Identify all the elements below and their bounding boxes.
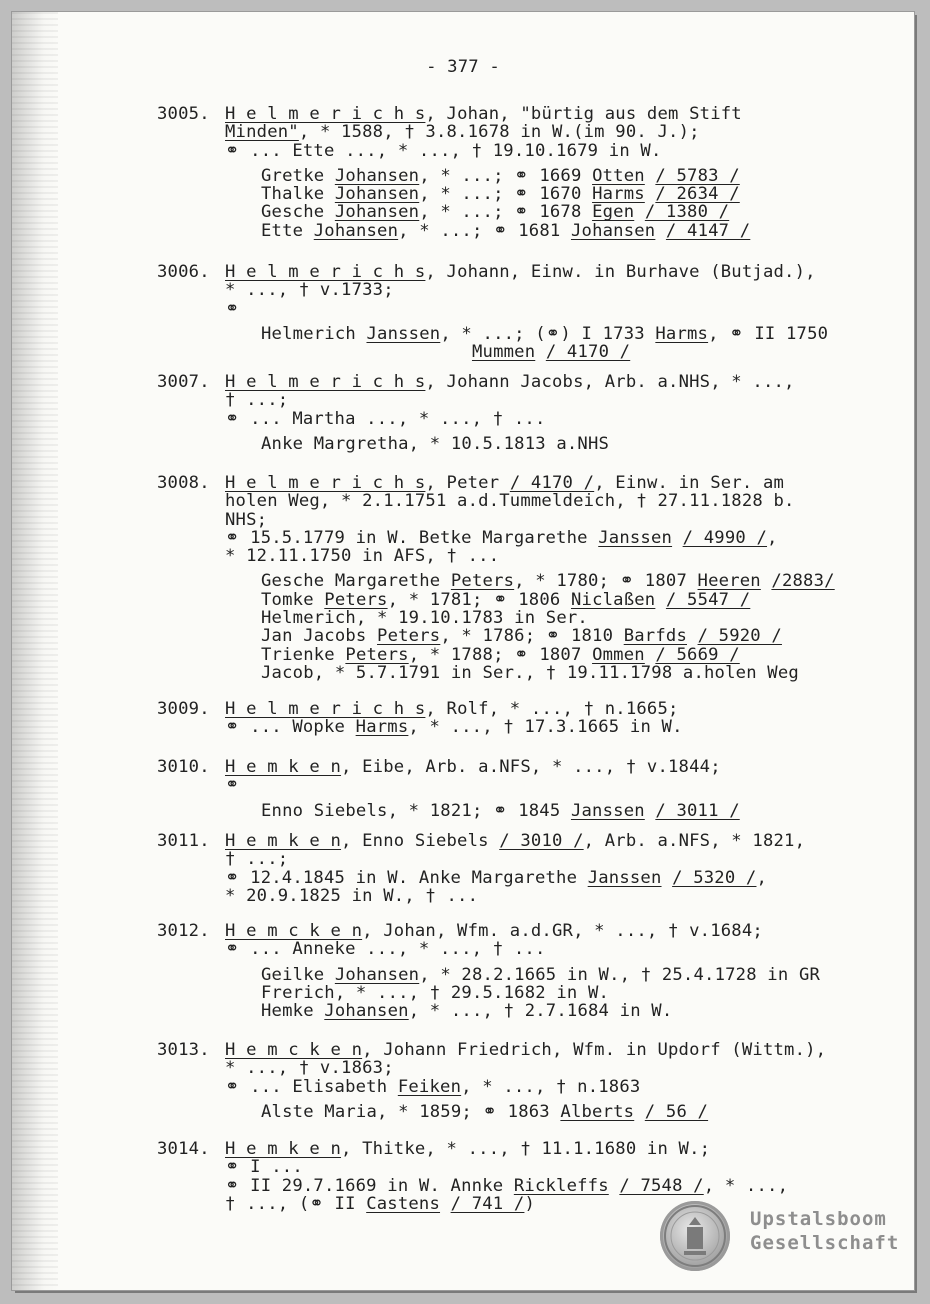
seal-icon xyxy=(660,1201,730,1271)
text-line xyxy=(225,547,897,565)
text-line xyxy=(225,1140,897,1158)
text-line xyxy=(225,832,897,850)
surname-heading: H e l m e r i c h s xyxy=(225,372,426,392)
watermark xyxy=(660,1201,910,1273)
text-segment: Jan Jacobs xyxy=(261,626,378,647)
child-line xyxy=(261,966,897,984)
entry-body xyxy=(225,832,897,905)
text-line xyxy=(225,105,897,123)
entry-body xyxy=(225,1041,897,1121)
child-line xyxy=(261,1103,897,1121)
text-segment: ⚭ 15.5.1779 in W. Betke Margarethe xyxy=(225,527,599,548)
text-segment: Gretke xyxy=(261,165,335,186)
underlined-name: Johansen xyxy=(334,202,420,223)
text-line xyxy=(225,700,897,718)
text-segment: , * ...; ⚭ 1669 xyxy=(419,165,593,186)
text-line xyxy=(225,758,897,776)
text-segment xyxy=(672,528,683,548)
cross-reference: / 2634 / xyxy=(655,184,740,205)
text-segment: ⚭ ... Ette ..., * ..., † 19.10.1679 in W. xyxy=(225,140,662,161)
underlined-name: Johansen xyxy=(313,220,399,241)
text-segment: * ..., † v.1863; xyxy=(225,1058,394,1079)
text-segment: Enno Siebels, * 1821; ⚭ 1845 xyxy=(261,800,571,821)
child-line xyxy=(261,984,897,1002)
text-segment: , * 1788; ⚭ 1807 xyxy=(408,644,593,665)
text-segment: , xyxy=(767,527,778,548)
cross-reference: / 5783 / xyxy=(655,165,740,186)
text-segment: , Johan, "bürtig aus dem Stift xyxy=(425,104,742,124)
child-line xyxy=(261,343,897,361)
scan-edge-shadow xyxy=(12,12,58,1290)
text-segment: , * 1781; ⚭ 1806 xyxy=(387,589,571,610)
text-line xyxy=(225,922,897,940)
surname-heading: H e l m e r i c h s xyxy=(225,104,426,124)
text-segment xyxy=(645,801,656,821)
text-segment: , * ...; ⚭ 1678 xyxy=(419,202,593,223)
text-segment: , Johann Friedrich, Wfm. in Updorf (Wittm.), xyxy=(362,1040,827,1060)
text-line xyxy=(225,263,897,281)
underlined-name: Castens xyxy=(366,1193,441,1214)
text-line xyxy=(225,474,897,492)
entry-number: 3006. xyxy=(157,262,210,282)
text-line xyxy=(225,391,897,409)
underlined-name: Niclaßen xyxy=(570,589,656,610)
entry-3006 xyxy=(157,263,897,361)
text-segment: Frerich, * ..., † 29.5.1682 in W. xyxy=(261,982,610,1003)
child-line xyxy=(261,591,897,609)
entry-number: 3009. xyxy=(157,699,210,719)
entry-number: 3010. xyxy=(157,757,210,777)
underlined-name: Otten xyxy=(592,165,645,186)
cross-reference: / 5920 / xyxy=(697,626,782,647)
cross-reference: / 4170 / xyxy=(509,473,595,493)
underlined-name: Mummen xyxy=(471,342,536,363)
entry-body xyxy=(225,700,897,737)
child-line xyxy=(261,572,897,590)
underlined-name: Heeren xyxy=(697,571,761,592)
underlined-name: Harms xyxy=(592,184,645,205)
underlined-name: Peters xyxy=(450,571,515,592)
underlined-name: Janssen xyxy=(587,867,662,888)
cross-reference: / 1380 / xyxy=(644,202,730,223)
underlined-name: Johansen xyxy=(324,1001,409,1022)
text-line xyxy=(225,529,897,547)
text-segment: † ...; xyxy=(225,849,289,870)
underlined-name: Harms xyxy=(655,323,709,344)
text-segment: ) xyxy=(524,1193,535,1214)
text-segment: ⚭ xyxy=(225,775,240,796)
text-segment: , * ...; ⚭ 1670 xyxy=(419,184,593,205)
text-segment: , * ..., † n.1863 xyxy=(461,1076,641,1097)
text-segment: † ..., (⚭ II xyxy=(225,1193,367,1214)
text-segment: Helmerich xyxy=(261,323,367,344)
text-segment xyxy=(655,221,666,241)
text-segment xyxy=(655,590,666,610)
child-line xyxy=(261,185,897,203)
text-segment: , * 1780; ⚭ 1807 xyxy=(514,571,698,592)
text-line xyxy=(225,887,897,905)
text-segment xyxy=(634,1102,645,1122)
cross-reference: / 4170 / xyxy=(545,342,631,363)
text-segment: ⚭ xyxy=(225,298,240,319)
text-segment: * 20.9.1825 in W., † ... xyxy=(225,885,479,906)
text-segment: , * ..., † 17.3.1665 in W. xyxy=(408,717,683,738)
text-segment xyxy=(261,342,472,362)
society-name xyxy=(750,1207,914,1255)
surname-heading: H e m k e n xyxy=(225,757,342,777)
child-line xyxy=(261,222,897,240)
surname-heading: H e l m e r i c h s xyxy=(225,699,426,719)
cross-reference: / 7548 / xyxy=(619,1175,704,1196)
text-segment: Tomke xyxy=(261,589,325,610)
text-line xyxy=(225,123,897,141)
text-line xyxy=(225,281,897,299)
underlined-name: Janssen xyxy=(366,323,441,344)
text-line xyxy=(225,1158,897,1176)
text-segment: Ette xyxy=(261,220,314,241)
text-segment: ⚭ ... Martha ..., * ..., † ... xyxy=(225,408,546,429)
underlined-name: Rickleffs xyxy=(513,1175,609,1196)
text-segment: Trienke xyxy=(261,644,346,665)
entry-number: 3012. xyxy=(157,921,210,941)
child-line xyxy=(261,1002,897,1020)
text-segment: , * ..., † 2.7.1684 in W. xyxy=(408,1001,673,1022)
document-page xyxy=(12,12,914,1290)
text-segment: Gesche xyxy=(261,202,335,223)
child-line xyxy=(261,435,897,453)
text-line xyxy=(225,869,897,887)
text-segment: Helmerich, * 19.10.1783 in Ser. xyxy=(261,608,588,629)
text-segment xyxy=(645,645,656,665)
text-segment: ⚭ 12.4.1845 in W. Anke Margarethe xyxy=(225,867,588,888)
cross-reference: / 4147 / xyxy=(665,220,751,241)
society-name-line1: Upstalsboom xyxy=(750,1208,887,1230)
underlined-name: Janssen xyxy=(598,527,673,548)
text-segment xyxy=(609,1176,620,1196)
cross-reference: / 4990 / xyxy=(682,527,768,548)
text-segment: , Thitke, * ..., † 11.1.1680 in W.; xyxy=(341,1139,711,1159)
text-segment: , * 1786; ⚭ 1810 xyxy=(440,626,624,647)
entry-3005 xyxy=(157,105,897,240)
text-segment: , xyxy=(756,867,768,888)
cross-reference: / 3011 / xyxy=(655,800,740,821)
child-line xyxy=(261,646,897,664)
text-segment: † ...; xyxy=(225,390,289,411)
entry-number: 3007. xyxy=(157,372,210,392)
text-segment: Anke Margretha, * 10.5.1813 a.NHS xyxy=(261,433,610,454)
text-segment: ⚭ ... Elisabeth xyxy=(225,1076,398,1097)
entry-body xyxy=(225,105,897,240)
entry-number: 3011. xyxy=(157,831,210,851)
text-segment xyxy=(761,571,772,591)
text-segment xyxy=(634,202,645,222)
underlined-name: Johansen xyxy=(334,964,420,985)
text-segment: , ⚭ II 1750 xyxy=(708,323,829,344)
text-line xyxy=(225,1177,897,1195)
entry-number: 3014. xyxy=(157,1139,210,1159)
text-segment: * ..., † v.1733; xyxy=(225,280,394,301)
cross-reference: / 5669 / xyxy=(655,644,740,665)
text-line xyxy=(225,1041,897,1059)
text-line xyxy=(225,718,897,736)
text-line xyxy=(225,1078,897,1096)
text-segment: Geilke xyxy=(261,964,335,985)
text-line xyxy=(225,142,897,160)
text-segment xyxy=(440,1194,451,1214)
text-line xyxy=(225,940,897,958)
surname-heading: H e m c k e n xyxy=(225,1040,363,1060)
text-line xyxy=(225,1059,897,1077)
text-segment: ⚭ ... Anneke ..., * ..., † ... xyxy=(225,939,546,960)
text-segment: Hemke xyxy=(261,1001,325,1022)
entry-body xyxy=(225,263,897,361)
text-line xyxy=(225,373,897,391)
entry-body xyxy=(225,373,897,453)
text-line xyxy=(225,776,897,794)
text-segment: , Rolf, * ..., † n.1665; xyxy=(425,699,679,719)
text-segment: , * ..., xyxy=(703,1175,789,1196)
child-line xyxy=(261,627,897,645)
child-line xyxy=(261,203,897,221)
entry-body xyxy=(225,474,897,682)
text-segment xyxy=(687,626,698,646)
surname-heading: H e l m e r i c h s xyxy=(225,473,426,493)
text-segment: ⚭ II 29.7.1669 in W. Annke xyxy=(225,1175,514,1196)
page-number: - 377 - xyxy=(426,57,500,77)
entry-3011 xyxy=(157,832,897,905)
entry-3010 xyxy=(157,758,897,820)
text-segment: , Johann, Einw. in Burhave (Butjad.), xyxy=(425,262,816,282)
text-segment: NHS; xyxy=(225,509,268,530)
underlined-name: Peters xyxy=(324,589,388,610)
text-segment: , Johan, Wfm. a.d.GR, * ..., † v.1684; xyxy=(362,921,763,941)
entry-3013 xyxy=(157,1041,897,1121)
text-segment: , Arb. a.NFS, * 1821, xyxy=(583,831,806,851)
text-segment: Gesche Margarethe xyxy=(261,571,451,592)
text-segment: , * ...; ⚭ 1681 xyxy=(398,220,571,241)
child-line xyxy=(261,325,897,343)
text-segment: Jacob, * 5.7.1791 in Ser., † 19.11.1798 a.holen Weg xyxy=(261,662,799,683)
surname-heading: H e m k e n xyxy=(225,1139,342,1159)
text-segment: * 12.11.1750 in AFS, † ... xyxy=(225,546,500,567)
entry-number: 3005. xyxy=(157,104,210,124)
text-segment: , Enno Siebels xyxy=(341,831,500,851)
cross-reference: / 56 / xyxy=(644,1101,709,1122)
child-line xyxy=(261,802,897,820)
child-line xyxy=(261,664,897,682)
entry-body xyxy=(225,922,897,1020)
text-line xyxy=(225,511,897,529)
entry-3012 xyxy=(157,922,897,1020)
society-name-line2: Gesellschaft xyxy=(750,1232,900,1254)
entry-3007 xyxy=(157,373,897,453)
text-segment: , Eibe, Arb. a.NFS, * ..., † v.1844; xyxy=(341,757,721,777)
underlined-name: Peters xyxy=(377,626,441,647)
underlined-name: Johansen xyxy=(334,184,420,205)
text-segment xyxy=(645,184,656,204)
surname-heading: H e m c k e n xyxy=(225,921,363,941)
text-segment: ⚭ I ... xyxy=(225,1157,303,1178)
surname-heading: H e m k e n xyxy=(225,831,342,851)
text-segment: ⚭ ... Wopke xyxy=(225,717,356,738)
text-segment xyxy=(535,342,546,362)
entry-number: 3013. xyxy=(157,1040,210,1060)
entry-3008 xyxy=(157,474,897,682)
text-segment: Alste Maria, * 1859; ⚭ 1863 xyxy=(261,1101,561,1122)
text-segment: , Johann Jacobs, Arb. a.NHS, * ..., xyxy=(425,372,795,392)
entry-3009 xyxy=(157,700,897,737)
underlined-name: Ommen xyxy=(592,644,645,665)
text-segment xyxy=(645,166,656,186)
child-line xyxy=(261,167,897,185)
text-segment: , Einw. in Ser. am xyxy=(594,473,785,493)
underlined-name: Harms xyxy=(355,717,409,738)
text-line xyxy=(225,850,897,868)
text-segment: , * 28.2.1665 in W., † 25.4.1728 in GR xyxy=(419,964,821,985)
cross-reference: /2883/ xyxy=(771,571,835,592)
cross-reference: / 741 / xyxy=(450,1193,525,1214)
underlined-name: Egen xyxy=(592,202,635,223)
text-line xyxy=(225,410,897,428)
surname-heading: H e l m e r i c h s xyxy=(225,262,426,282)
text-segment: , * ...; (⚭) I 1733 xyxy=(440,323,656,344)
text-line xyxy=(225,492,897,510)
text-segment xyxy=(662,868,673,888)
underlined-name: Minden" xyxy=(225,122,299,143)
underlined-name: Alberts xyxy=(560,1101,635,1122)
text-line xyxy=(225,300,897,318)
cross-reference: / 5320 / xyxy=(672,867,757,888)
underlined-name: Johansen xyxy=(570,220,656,241)
text-segment: , * 1588, † 3.8.1678 in W.(im 90. J.); xyxy=(298,122,700,143)
text-segment: Thalke xyxy=(261,184,335,205)
text-segment: , Peter xyxy=(425,473,510,493)
underlined-name: Janssen xyxy=(570,800,645,821)
entry-body xyxy=(225,758,897,820)
underlined-name: Peters xyxy=(345,644,409,665)
underlined-name: Feiken xyxy=(397,1076,462,1097)
cross-reference: / 3010 / xyxy=(499,831,584,851)
underlined-name: Barfds xyxy=(623,626,687,647)
underlined-name: Johansen xyxy=(334,165,420,186)
child-line xyxy=(261,609,897,627)
text-segment: holen Weg, * 2.1.1751 a.d.Tummeldeich, † 27.11.1828 b. xyxy=(225,491,795,512)
entry-number: 3008. xyxy=(157,473,210,493)
cross-reference: / 5547 / xyxy=(665,589,751,610)
